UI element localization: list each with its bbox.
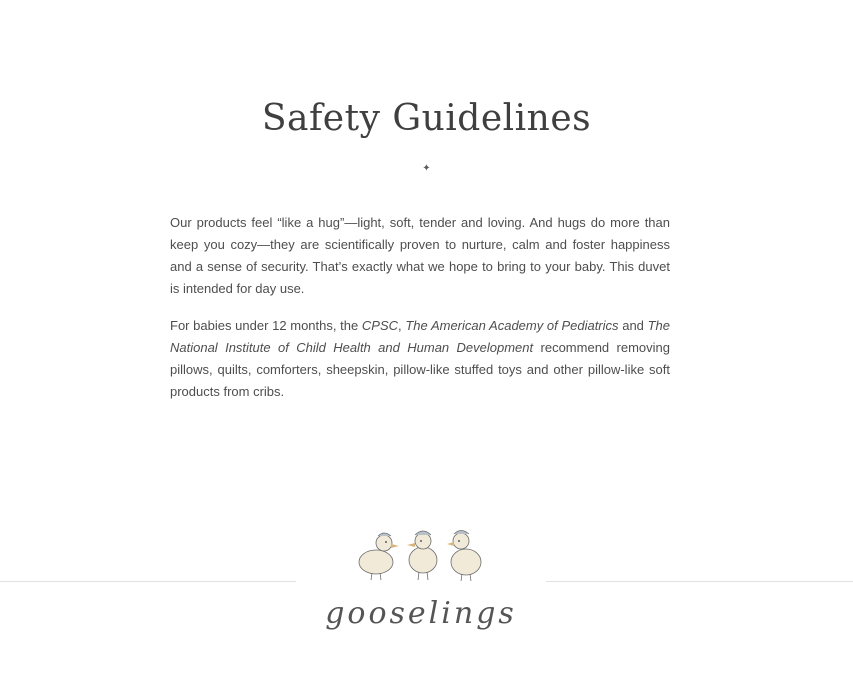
gosling-middle-icon xyxy=(407,531,437,580)
page-title: Safety Guidelines xyxy=(261,98,592,139)
recommendation-paragraph xyxy=(170,315,670,403)
separator-and: and xyxy=(618,318,648,333)
org-cpsc: CPSC xyxy=(361,318,399,333)
org-nichd: The National Institute of Child Health and Human Development xyxy=(170,318,670,355)
separator-comma: , xyxy=(398,318,406,333)
recommendation-rest: recommend removing pillows, quilts, comforters, sheepskin, pillow-like stuffed toys and other pillow-like soft products from cribs. xyxy=(170,340,671,399)
recommendation-intro: For babies under 12 months, the xyxy=(170,318,362,333)
gosling-right-icon xyxy=(447,531,481,582)
gosling-left-icon xyxy=(359,533,399,580)
brand-logo[interactable] xyxy=(296,515,546,640)
org-aap: The American Academy of Pediatrics xyxy=(405,318,619,333)
goslings-illustration-icon xyxy=(296,515,546,640)
diamond-ornament-icon: ✦ xyxy=(422,163,431,174)
intro-paragraph: Our products feel “like a hug”—light, soft, tender and loving. And hugs do more than keep you cozy—they are scientifically proven to nurture, calm and foster happiness and a sense of security. That’s exactly what we hope to bring to your baby. This duvet is intended for day use. xyxy=(170,215,670,296)
gooselings-wordmark: gooselings xyxy=(325,596,517,631)
safety-content xyxy=(170,212,670,418)
